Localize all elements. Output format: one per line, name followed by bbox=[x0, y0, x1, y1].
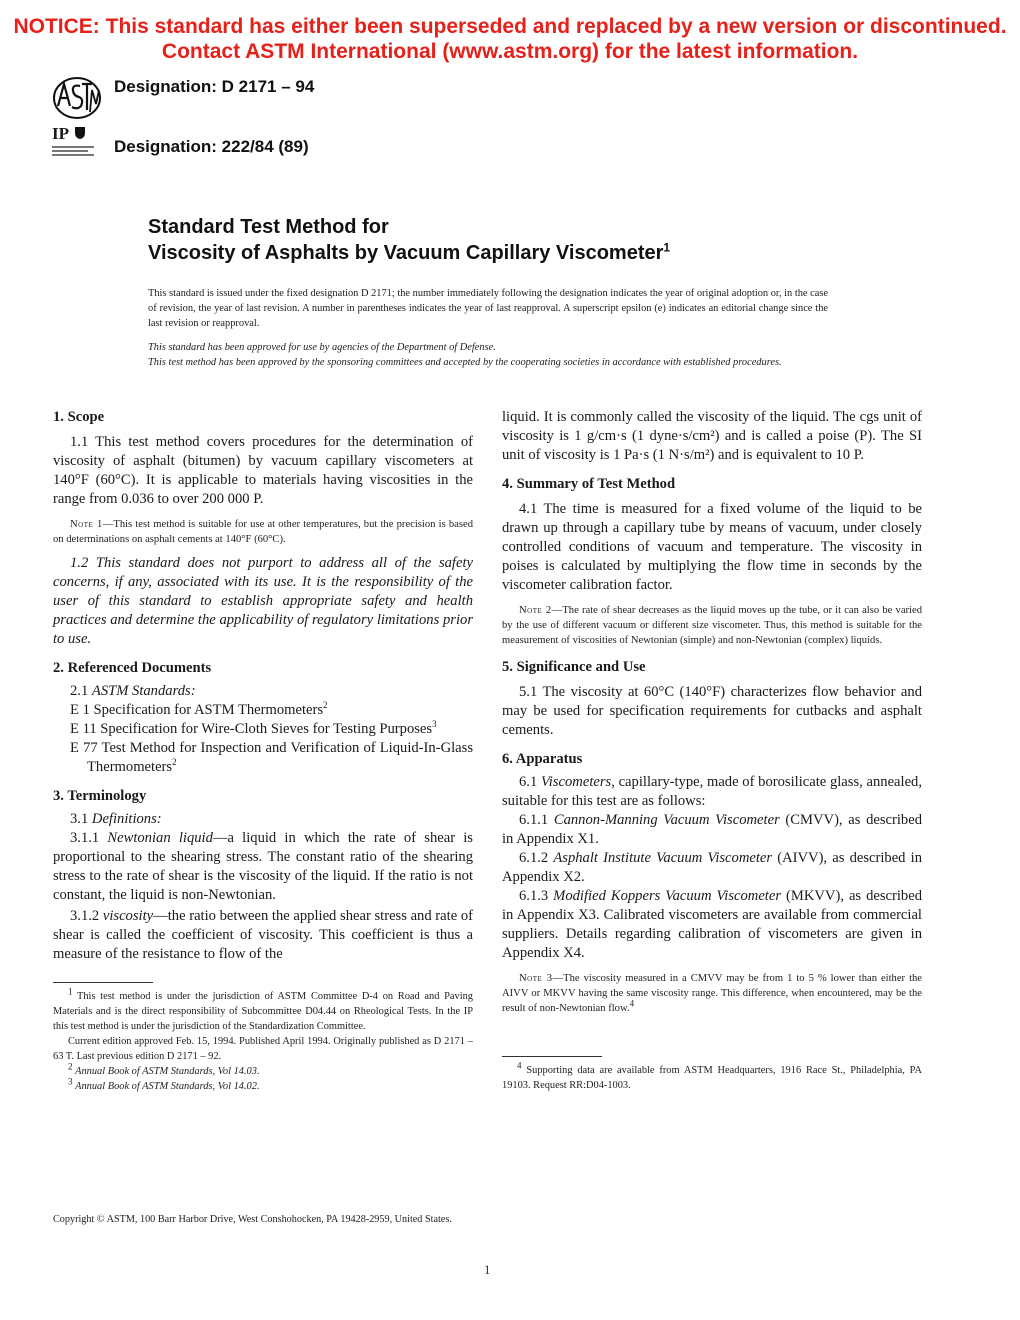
apparatus-6-1-2: 6.1.2 Asphalt Institute Vacuum Viscometer (AIVV), as described in Appendix X2. bbox=[502, 850, 922, 885]
section-2-heading: 2. Referenced Documents bbox=[53, 660, 212, 676]
footnote-rule-right bbox=[502, 1056, 602, 1057]
note-2 bbox=[502, 603, 922, 648]
section-1-heading: 1. Scope bbox=[53, 409, 105, 425]
copyright-line: Copyright © ASTM, 100 Barr Harbor Drive, West Conshohocken, PA 19428-2959, United States. bbox=[53, 1214, 452, 1225]
footnotes-left bbox=[53, 986, 473, 1094]
footnote-4: $^4$ Supporting data are available from ASTM Headquarters, 1916 Race St., Philadelphia, PA 19103. Request RR:D04-1003. bbox=[502, 1060, 922, 1091]
definition-newtonian: 3.1.1 Newtonian liquid—a liquid in which the rate of shear is proportional to the shearing stress. The constant ratio of the shearing stress to the rate of shear is the viscosity of the liquid. If the ratio is not constant, the liquid is non-Newtonian. bbox=[53, 830, 473, 903]
issue-statement bbox=[148, 286, 828, 332]
note-2-text: —The rate of shear decreases as the liquid moves up the tube, or it can also be varied by the use of different vacuum or different size viscometer. Thus, this method is suitable for the measurement of viscosities of Newtonian (simple) and non-Newtonian (complex) liquids. bbox=[502, 605, 922, 646]
reference-e77: E 77 Test Method for Inspection and Verification of Liquid-In-Glass Thermometers$^2$ bbox=[70, 740, 473, 775]
footnote-rule bbox=[53, 982, 153, 983]
apparatus-6-1-3: 6.1.3 Modified Koppers Vacuum Viscometer (MKVV), as described in Appendix X3. Calibrated viscometers are available from commercial suppliers. Details regarding calibration of viscometers are given in Appendix X4. bbox=[502, 888, 922, 961]
title-line-1: Standard Test Method for bbox=[148, 216, 389, 238]
scope-1-2: 1.2 This standard does not purport to address all of the safety concerns, if any, associated with its use. It is the responsibility of the user of this standard to establish appropriate safety and health practices and determine the applicability of regulatory limitations prior to use. bbox=[53, 555, 473, 647]
note-1 bbox=[53, 517, 473, 547]
note-3-label: Note 3 bbox=[519, 973, 553, 984]
title-line-2: Viscosity of Asphalts by Vacuum Capillary Viscometer bbox=[148, 242, 664, 264]
notice-banner bbox=[0, 14, 1020, 64]
apparatus-6-1: 6.1 Viscometers, capillary-type, made of borosilicate glass, annealed, suitable for this test are as follows: bbox=[502, 774, 922, 809]
footnote-2: $^2$ Annual Book of ASTM Standards, Vol 14.03. bbox=[68, 1061, 260, 1077]
approval-2: This test method has been approved by the sponsoring committees and accepted by the cooperating societies in accordance with established procedures. bbox=[148, 357, 782, 369]
note-2-label: Note 2 bbox=[519, 605, 552, 616]
issue-text: This standard is issued under the fixed designation D 2171; the number immediately following the designation indicates the year of original adoption or, in the case of revision, the year of last revision. A number in parentheses indicates the year of last reapproval. A superscript epsilon (e) indicates an editorial change since the last revision or reapproval. bbox=[148, 288, 829, 330]
notice-line-2: Contact ASTM International (www.astm.org) for the latest information. bbox=[161, 40, 859, 63]
left-column bbox=[53, 408, 473, 1094]
subsection-3-1-num: 3.1 bbox=[70, 811, 89, 827]
section-4-heading: 4. Summary of Test Method bbox=[502, 476, 676, 492]
title-footnote-mark: 1 bbox=[663, 240, 671, 255]
designation-ip: Designation: 222/84 (89) bbox=[114, 137, 309, 156]
summary-4-1: 4.1 The time is measured for a fixed volume of the liquid to be drawn up through a capillary tube by means of vacuum, under closely controlled conditions of vacuum and temperature. The viscosity in poises is calculated by multiplying the flow time in seconds by the viscometer calibration factor. bbox=[502, 501, 922, 593]
ip-logo-icon bbox=[52, 124, 98, 164]
note-1-text: —This test method is suitable for use at other temperatures, but the precision is based on determinations on asphalt cements at 140°F (60°C). bbox=[53, 519, 474, 545]
footnote-1b: Current edition approved Feb. 15, 1994. Published April 1994. Originally published as D 2171 – 63 T. Last previous edition D 2171 – 92. bbox=[53, 1036, 473, 1062]
notice-line-1: NOTICE: This standard has either been superseded and replaced by a new version or discontinued. bbox=[13, 15, 1007, 38]
definition-viscosity: 3.1.2 viscosity—the ratio between the applied shear stress and rate of shear is called the coefficient of viscosity. This coefficient is thus a measure of the resistance to flow of the bbox=[53, 908, 473, 962]
note-1-label: Note 1 bbox=[70, 519, 103, 530]
document-title bbox=[148, 214, 670, 266]
ip-logo-text: IP bbox=[52, 124, 69, 143]
approval-statement bbox=[148, 340, 828, 370]
subsection-3-1: Definitions: bbox=[91, 811, 162, 827]
footnote-3: $^3$ Annual Book of ASTM Standards, Vol 14.02. bbox=[68, 1076, 260, 1092]
astm-logo-icon bbox=[52, 76, 102, 120]
section-5-heading: 5. Significance and Use bbox=[502, 659, 646, 675]
section-3-heading: 3. Terminology bbox=[53, 788, 147, 804]
note-3-text: —The viscosity measured in a CMVV may be from 1 to 5 % lower than either the AIVV or MKVV having the same viscosity range. This difference, when encountered, may be the result of non-Newtonian flow. bbox=[502, 973, 923, 1014]
right-column bbox=[502, 408, 922, 1093]
page-number: 1 bbox=[484, 1262, 491, 1277]
reference-e1: E 1 Specification for ASTM Thermometers$^2$ bbox=[70, 700, 328, 718]
apparatus-6-1-1: 6.1.1 Cannon-Manning Vacuum Viscometer (CMVV), as described in Appendix X1. bbox=[502, 812, 922, 847]
subsection-2-1-num: 2.1 bbox=[70, 683, 89, 699]
viscosity-continued: liquid. It is commonly called the viscosity of the liquid. The cgs unit of viscosity is 1 g/cm·s (1 dyne·s/cm²) and is called a poise (P). The SI unit of viscosity is 1 Pa·s (1 N·s/m²) and is equivalent to 10 P. bbox=[502, 409, 922, 463]
subsection-2-1: ASTM Standards: bbox=[91, 683, 196, 699]
approval-1: This standard has been approved for use by agencies of the Department of Defense. bbox=[148, 342, 496, 353]
significance-5-1: 5.1 The viscosity at 60°C (140°F) characterizes flow behavior and may be used for specification requirements for cutbacks and asphalt cements. bbox=[502, 684, 922, 738]
reference-e11: E 11 Specification for Wire-Cloth Sieves for Testing Purposes$^3$ bbox=[70, 719, 437, 737]
footnote-1: $^1$ This test method is under the jurisdiction of ASTM Committee D-4 on Road and Paving Materials and is the direct responsibility of Subcommittee D04.44 on Rheological Tests. In the IP this test method is under the jurisdiction of the Standardization Committee. bbox=[53, 986, 473, 1032]
section-6-heading: 6. Apparatus bbox=[502, 751, 583, 767]
designation-astm: Designation: D 2171 – 94 bbox=[114, 77, 315, 96]
note-3: Note 3—The viscosity measured in a CMVV may be from 1 to 5 % lower than either the AIVV or MKVV having the same viscosity range. This difference, when encountered, may be the result of non-Newtonian flow.$^4$ bbox=[502, 973, 923, 1014]
scope-1-1: 1.1 This test method covers procedures for the determination of viscosity of asphalt (bitumen) by vacuum capillary viscometers at 140°F (60°C). It is applicable to materials having viscosities in the range from 0.036 to over 200 000 P. bbox=[53, 434, 473, 507]
